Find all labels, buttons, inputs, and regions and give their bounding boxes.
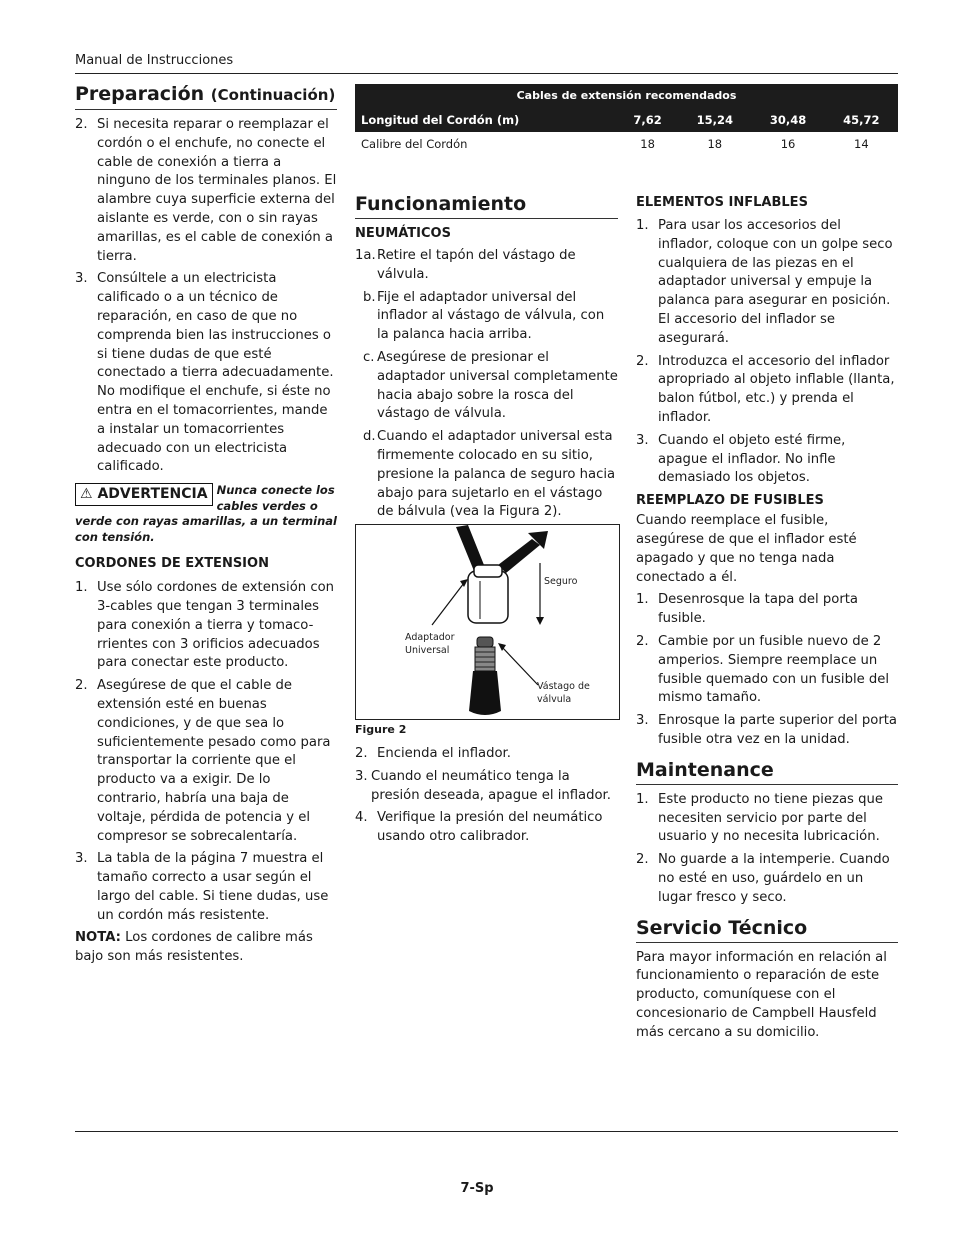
- figure-2: [355, 524, 620, 720]
- list-item: 1. Use sólo cordones de extensión con 3-cables que tengan 3 terminales para conexión a tierra y tomaco-rrientes con 3 orificios adecuados para conectar este producto.: [75, 580, 335, 671]
- list-item: 2. Introduzca el accesorio del inflador apropriado al objeto inflable (llanta, balon fútbol, etc.) y prenda el inflador.: [636, 353, 895, 425]
- list-item: 3. Enrosque la parte superior del porta fusible otra vez en la unidad.: [636, 713, 898, 747]
- page-number: 7-Sp: [460, 1181, 494, 1196]
- label-seguro: Seguro: [544, 576, 578, 587]
- middle-column: [355, 192, 618, 526]
- warning-triangle-icon: ⚠: [80, 486, 93, 503]
- fuses-list: [636, 591, 898, 749]
- middle-steps-2: [355, 745, 618, 851]
- list-item: 1. Este producto no tiene piezas que necesiten servicio por parte del usuario y no necesita lubricación.: [636, 791, 883, 845]
- list-item: 4. Verifique la presión del neumático usando otro calibrador.: [355, 810, 603, 845]
- table-row: Calibre del Cordón 18 18 16 14: [361, 136, 869, 151]
- table-title: Cables de extensión recomendados: [355, 84, 898, 108]
- header-rule: [75, 73, 898, 74]
- preparation-list: [75, 116, 337, 477]
- list-item: d. Cuando el adaptador universal esta firmemente colocado en su sitio, presione la palanca de seguro hacia abajo para sujetarlo en el vástago de bálvula (vea la Figura 2).: [363, 429, 616, 520]
- table-header-row: Longitud del Cordón (m) 7,62 15,24 30,48 45,72: [355, 108, 898, 132]
- list-item: 3. La tabla de la página 7 muestra el tamaño correcto a usar según el largo del cable. Si tiene dudas, use un cordón más resistente.: [75, 851, 329, 923]
- list-item: 2. Encienda el inflador.: [355, 746, 511, 761]
- list-item: 3. Consúltele a un electricista calificado o a un técnico de reparación, en caso de que no comprenda bien las instrucciones o si tiene dudas de que esté conectado a tierra adecuadamente. No modifique el enchufe, si éste no entra en el tomacorrientes, mande a instalar un tomacorrientes adecuado con un electricista calificado.: [75, 271, 334, 475]
- list-item: 1. Desenrosque la tapa del porta fusible.: [636, 592, 859, 627]
- maintenance-heading: Maintenance: [636, 758, 898, 785]
- note: NOTA: Los cordones de calibre más bajo son más resistentes.: [75, 930, 313, 965]
- list-item: 2. No guarde a la intemperie. Cuando no esté en uso, guárdelo en un lugar fresco y seco.: [636, 852, 890, 905]
- tire-steps: [355, 247, 618, 522]
- heading-text: Preparación: [75, 83, 205, 105]
- right-column: [636, 194, 898, 1046]
- warning-badge: ⚠ ADVERTENCIA: [75, 483, 213, 506]
- list-item: 3. Cuando el objeto esté firme, apague el inflador. No infle demasiado los objetos.: [636, 432, 846, 486]
- cords-heading: CORDONES DE EXTENSION: [75, 556, 269, 572]
- warning-block: [75, 483, 337, 545]
- lever-left: [456, 525, 484, 571]
- label-vastago: Vástago de: [537, 681, 590, 692]
- list-item: 2. Asegúrese de que el cable de extensión esté en buenas condiciones, y de que sea lo suficientemente pesado como para transportar la corriente que el producto va a exigir. De lo contrario, habría una baja de voltaje, pérdida de potencia y el compresor se sobrecalentaría.: [75, 678, 331, 844]
- heading-sub: (Continuación): [210, 86, 336, 104]
- fuses-heading: REEMPLAZO DE FUSIBLES: [636, 493, 824, 509]
- inflatables-heading: ELEMENTOS INFLABLES: [636, 195, 808, 210]
- lever-right: [498, 539, 540, 573]
- label-adaptador: Adaptador: [405, 632, 455, 643]
- list-item: 1. Para usar los accesorios del inflador, coloque con un golpe seco cualquiera de las piezas en el adaptador universal y empuje la palanca para asegurar en posición. El accesorio del inflador se asegurará.: [636, 218, 893, 346]
- warning-text: Nunca conecte los cables verdes o verde con rayas amarillas, a un terminal con tensión.: [75, 483, 337, 544]
- extension-table: [355, 84, 898, 156]
- cords-list: [75, 579, 337, 925]
- valve-stem: [469, 671, 501, 715]
- funcionamiento-heading: Funcionamiento: [355, 192, 618, 219]
- service-heading: Servicio Técnico: [636, 916, 898, 943]
- list-item: 3. Cuando el neumático tenga la presión deseada, apague el inflador.: [355, 768, 611, 803]
- valve-cap: [477, 637, 493, 647]
- preparacion-heading: [75, 82, 337, 110]
- fuses-intro: Cuando reemplace el fusible, asegúrese de que el inflador esté apagado y que no tenga nada conectado a él.: [636, 513, 857, 585]
- running-header: Manual de Instrucciones: [75, 53, 234, 68]
- label-valvula: válvula: [537, 694, 572, 705]
- service-text: Para mayor información en relación al funcionamiento o reparación de este producto, comuníquese con el concesionario de Campbell Hausfeld más cercano a su domicilio.: [636, 949, 887, 1040]
- list-item: 2. Si necesita reparar o reemplazar el cordón o el enchufe, no conecte el cable de conexión a tierra a ninguno de los terminales planos. El alambre cuya superficie externa del aislante es verde, con o sin rayas amarillas, es el cable de conexión a tierra.: [75, 117, 337, 264]
- label-universal: Universal: [405, 645, 450, 656]
- list-item: 1a. Retire el tapón del vástago de válvula.: [355, 248, 576, 282]
- list-item: b. Fije el adaptador universal del inflador al vástago de válvula, con la palanca hacia arriba.: [363, 289, 605, 343]
- inflatables-list: [636, 217, 898, 488]
- maintenance-list: [636, 791, 898, 908]
- figure-caption: Figure 2: [355, 723, 407, 736]
- left-column: [75, 82, 337, 971]
- list-item: c. Asegúrese de presionar el adaptador universal completamente hacia abajo sobre la rosca del vástago de válvula.: [363, 349, 618, 422]
- list-item: 2. Cambie por un fusible nuevo de 2 amperios. Siempre reemplace un fusible quemado con un fusible del mismo tamaño.: [636, 633, 890, 706]
- adapter-body: [468, 571, 508, 623]
- neumaticos-heading: NEUMÁTICOS: [355, 226, 451, 241]
- footer-rule: [75, 1131, 898, 1132]
